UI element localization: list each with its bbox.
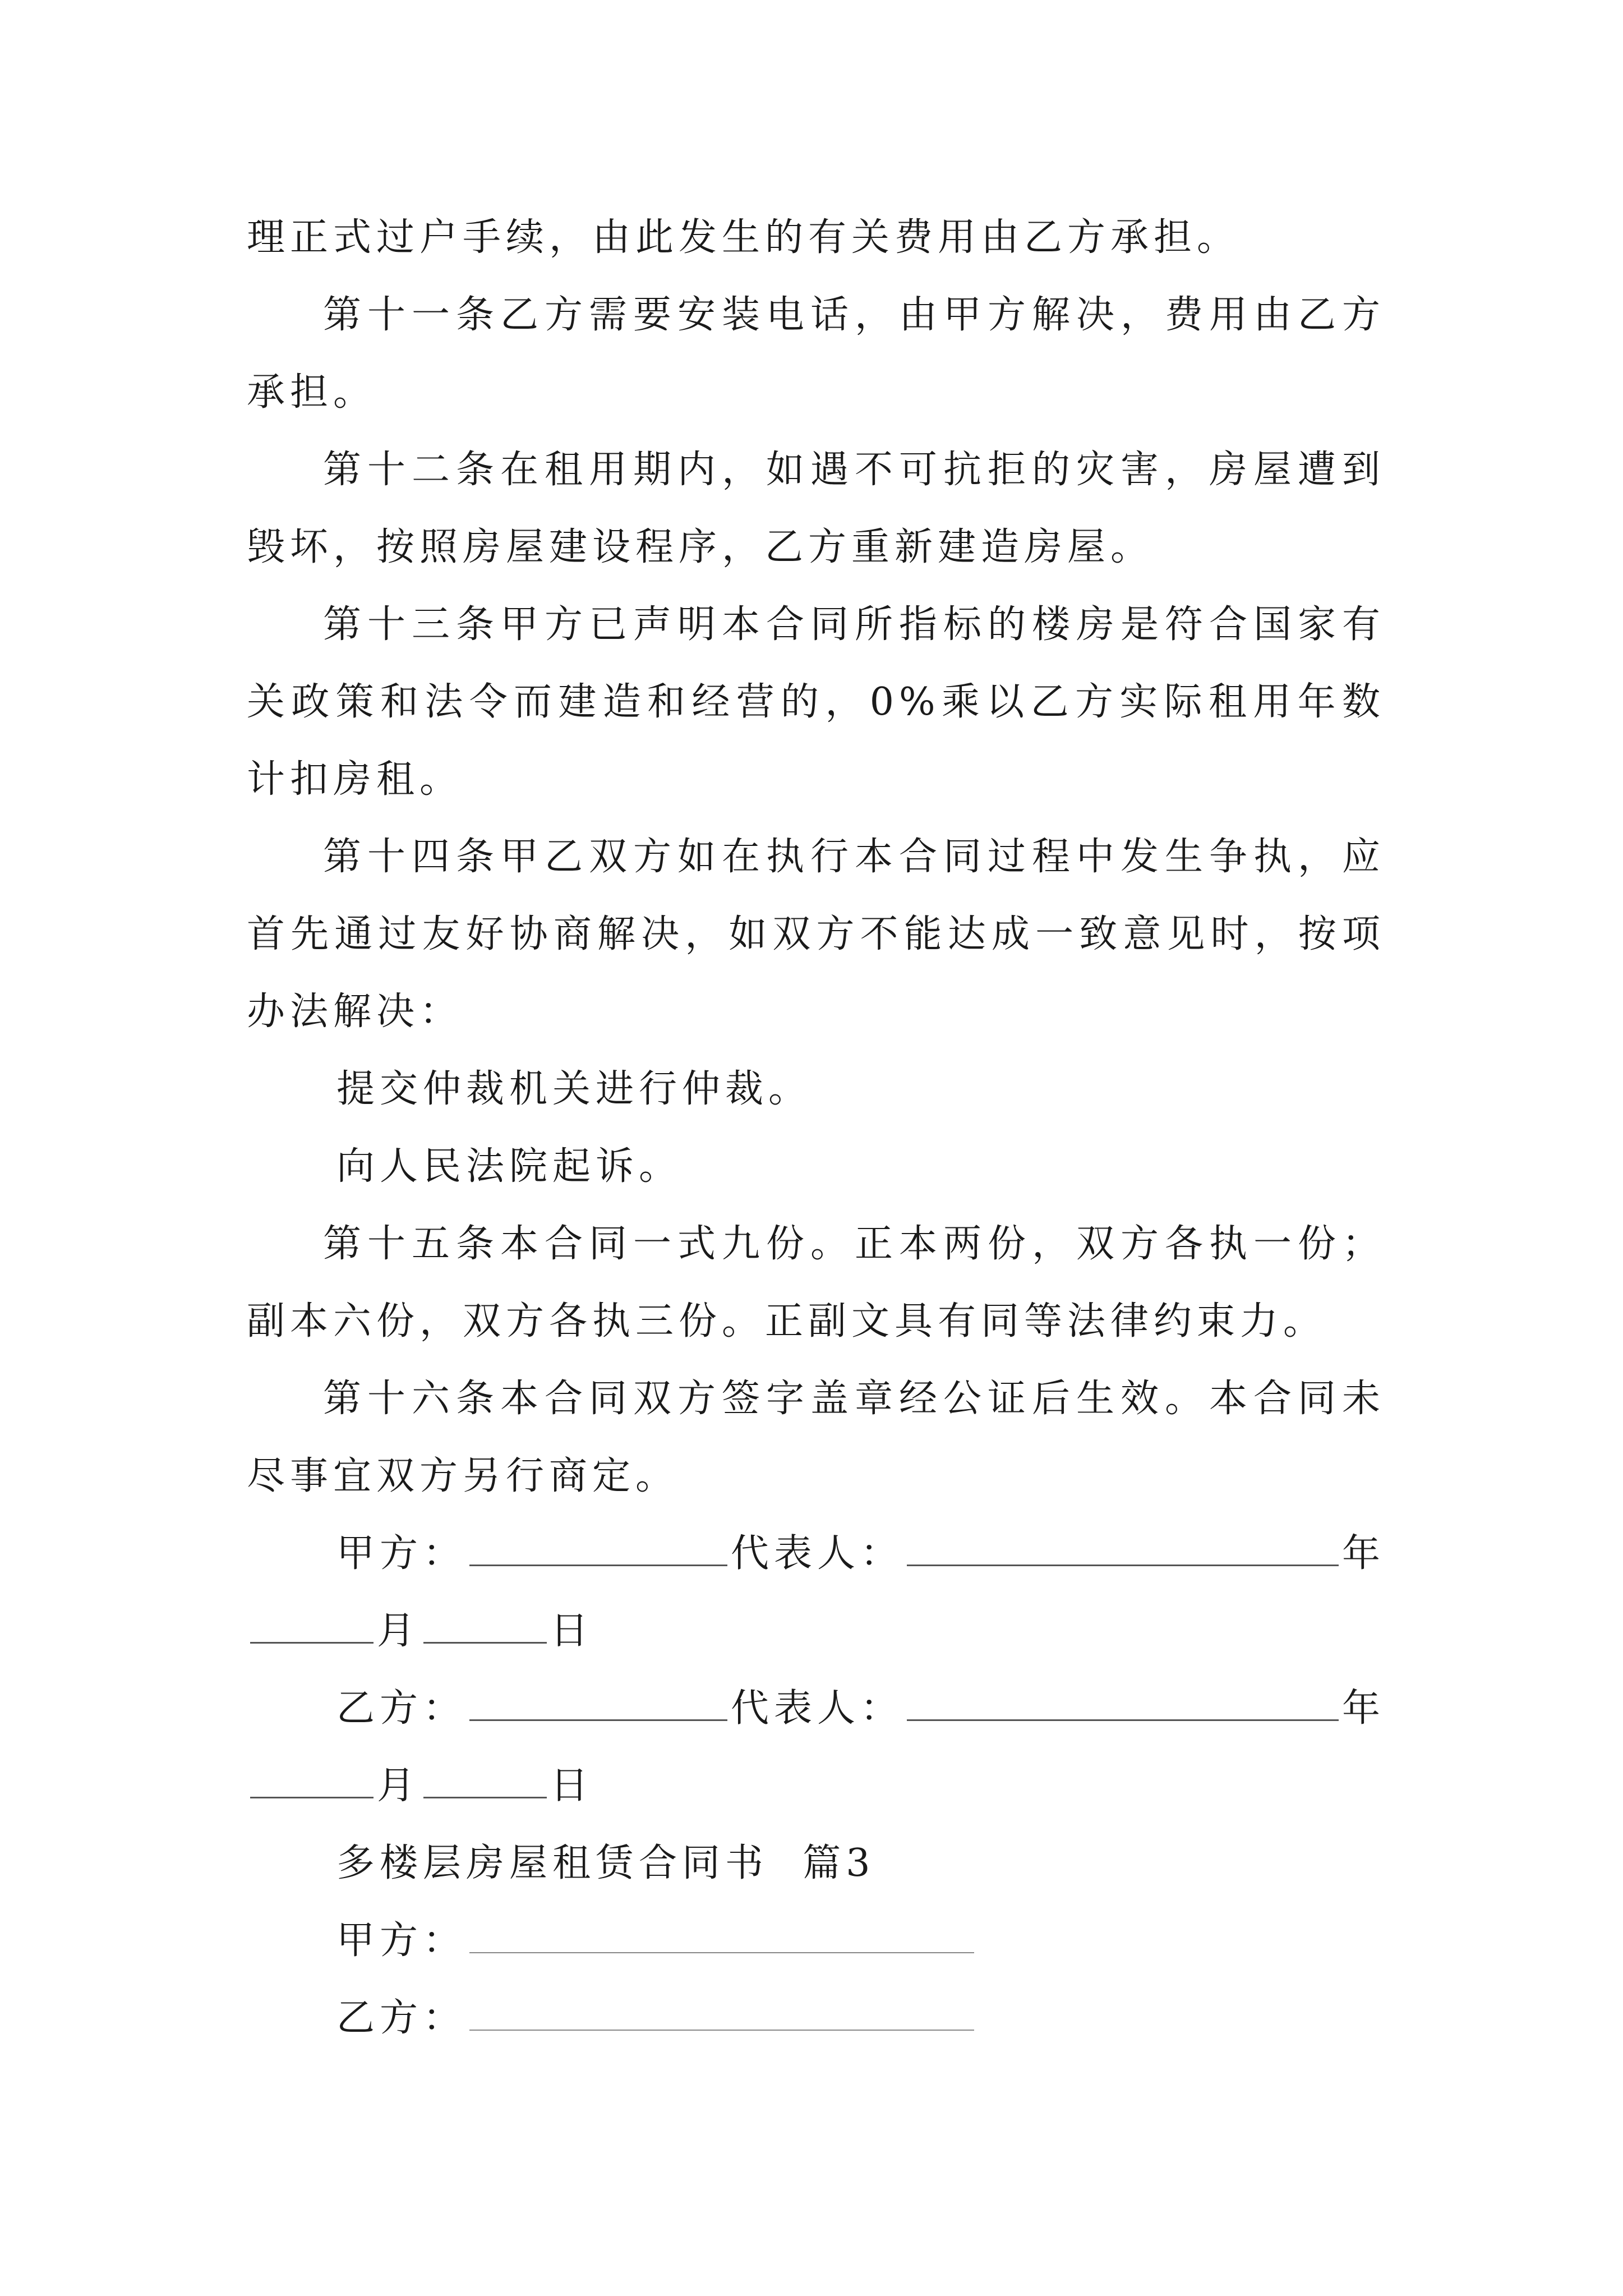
party-b-day-label: 日 bbox=[550, 1764, 594, 1808]
paragraph-transfer-continuation: 理正式过户手续，由此发生的有关费用由乙方承担。 bbox=[247, 215, 1241, 260]
paragraph-article-12: 第十二条在租用期内，如遇不可抗拒的灾害，房屋遭到毁坏，按照房屋建设程序，乙方重新建造房屋。 bbox=[247, 448, 1385, 569]
party-b-rep-blank bbox=[907, 1685, 1339, 1721]
next-party-a-blank bbox=[469, 1917, 974, 1953]
signature-row-party-a bbox=[247, 1515, 1385, 1593]
paragraph-article-11: 第十一条乙方需要安装电话，由甲方解决，费用由乙方承担。 bbox=[247, 293, 1385, 415]
paragraph-article-16: 第十六条本合同双方签字盖章经公证后生效。本合同未尽事宜双方另行商定。 bbox=[247, 1377, 1385, 1498]
signature-date-party-b bbox=[247, 1747, 1385, 1825]
party-a-year-label: 年 bbox=[1342, 1531, 1386, 1576]
next-party-b-row bbox=[247, 1980, 1385, 2057]
party-b-month-blank bbox=[250, 1762, 374, 1798]
party-b-month-label: 月 bbox=[377, 1764, 421, 1808]
party-a-month-blank bbox=[250, 1607, 374, 1644]
next-party-a-row bbox=[247, 1902, 1385, 1980]
party-b-day-blank bbox=[423, 1762, 547, 1798]
next-party-b-label: 乙方： bbox=[336, 1996, 467, 2040]
signature-date-party-a bbox=[247, 1593, 1385, 1670]
option-court: 向人民法院起诉。 bbox=[336, 1144, 683, 1189]
paragraph-article-15: 第十五条本合同一式九份。正本两份，双方各执一份；副本六份，双方各执三份。正副文具有同等法律约束力。 bbox=[247, 1222, 1385, 1343]
next-party-a-label: 甲方： bbox=[336, 1918, 467, 1963]
party-a-day-blank bbox=[423, 1607, 547, 1644]
next-party-b-blank bbox=[469, 1995, 974, 2031]
party-b-name-blank bbox=[469, 1685, 727, 1721]
signature-row-party-b bbox=[247, 1670, 1385, 1747]
party-a-name-blank bbox=[469, 1530, 727, 1566]
party-a-rep-blank bbox=[907, 1530, 1339, 1566]
party-a-day-label: 日 bbox=[550, 1609, 594, 1653]
document-body bbox=[247, 199, 1385, 2057]
paragraph-article-14: 第十四条甲乙双方如在执行本合同过程中发生争执，应首先通过友好协商解决，如双方不能达成一致意见时，按项办法解决： bbox=[247, 835, 1385, 1034]
paragraph-article-13: 第十三条甲方已声明本合同所指标的楼房是符合国家有关政策和法令而建造和经营的，0%乘以乙方实际租用年数计扣房租。 bbox=[247, 602, 1385, 802]
party-b-label: 乙方： bbox=[336, 1686, 467, 1731]
party-a-label: 甲方： bbox=[336, 1531, 467, 1576]
party-a-rep-label: 代表人： bbox=[731, 1531, 904, 1576]
party-a-month-label: 月 bbox=[377, 1609, 421, 1653]
party-b-rep-label: 代表人： bbox=[731, 1686, 904, 1731]
party-b-year-label: 年 bbox=[1342, 1686, 1386, 1731]
next-contract-title: 多楼层房屋租赁合同书 篇3 bbox=[336, 1841, 875, 1885]
option-arbitration: 提交仲裁机关进行仲裁。 bbox=[336, 1067, 812, 1111]
